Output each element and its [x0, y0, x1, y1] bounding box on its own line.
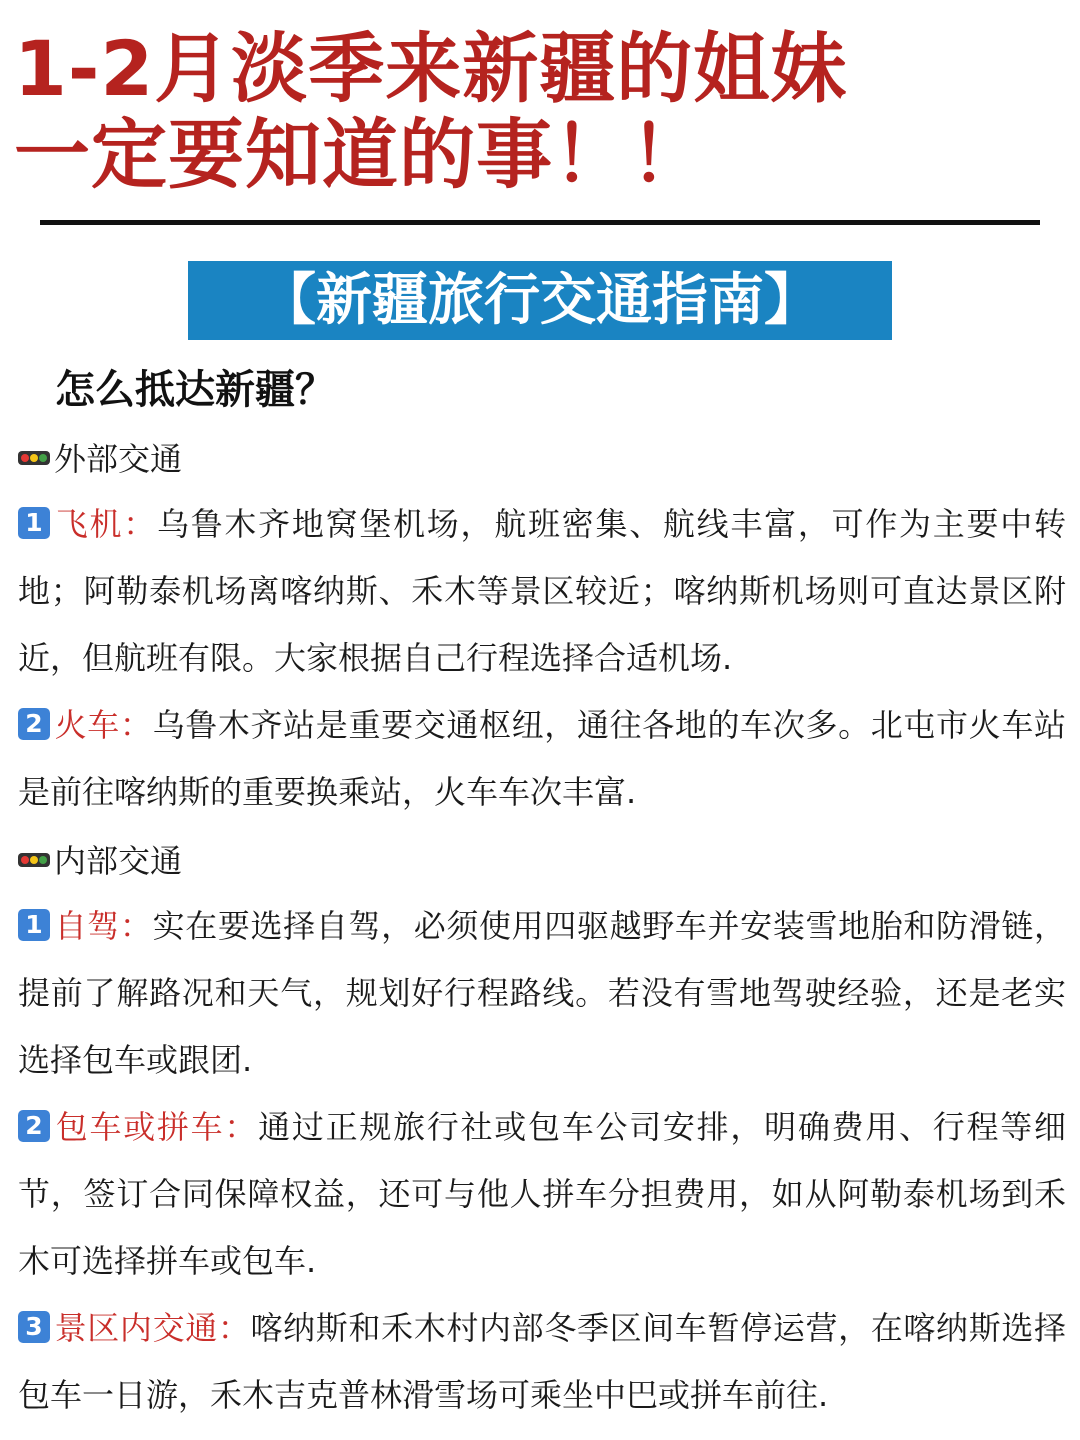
item-label: 自驾：: [54, 907, 153, 945]
number-2-icon: 2: [18, 708, 50, 740]
section-heading-label: 外部交通: [54, 440, 183, 478]
internal-transport-heading: [18, 838, 182, 884]
page-title: [14, 26, 1064, 198]
external-transport-heading: [18, 436, 182, 482]
item-label: 飞机：: [54, 505, 157, 543]
list-item-self-drive: [18, 893, 1066, 1094]
item-label: 火车：: [54, 706, 153, 744]
list-item-scenic-transport: [18, 1295, 1066, 1429]
section-heading-label: 内部交通: [54, 842, 183, 880]
title-line-1: 1-2月淡季来新疆的姐妹: [14, 24, 848, 113]
item-label: 包车或拼车：: [54, 1108, 259, 1146]
item-text: 实在要选择自驾，必须使用四驱越野车并安装雪地胎和防滑链，提前了解路况和天气，规划好行程路线。若没有雪地驾驶经验，还是老实选择包车或跟团.: [18, 907, 1066, 1079]
item-text: 喀纳斯和禾木村内部冬季区间车暂停运营，在喀纳斯选择包车一日游，禾木吉克普林滑雪场可乘坐中巴或拼车前往.: [18, 1309, 1066, 1414]
list-item-plane: [18, 491, 1066, 692]
list-item-charter: [18, 1094, 1066, 1295]
list-item-train: [18, 692, 1066, 826]
number-3-icon: 3: [18, 1311, 50, 1343]
item-text: 乌鲁木齐站是重要交通枢纽，通往各地的车次多。北屯市火车站是前往喀纳斯的重要换乘站，火车车次丰富.: [18, 706, 1066, 811]
item-label: 景区内交通：: [54, 1309, 251, 1347]
guide-banner: 【新疆旅行交通指南】: [188, 261, 892, 340]
number-1-icon: 1: [18, 507, 50, 539]
title-divider: [40, 220, 1040, 225]
number-1-icon: 1: [18, 909, 50, 941]
section-question: 怎么抵达新疆？: [55, 367, 335, 413]
number-2-icon: 2: [18, 1110, 50, 1142]
traffic-light-icon: [18, 853, 50, 867]
traffic-light-icon: [18, 451, 50, 465]
title-line-2: 一定要知道的事！！: [14, 110, 707, 199]
item-text: 通过正规旅行社或包车公司安排，明确费用、行程等细节，签订合同保障权益，还可与他人拼车分担费用，如从阿勒泰机场到禾木可选择拼车或包车.: [18, 1108, 1066, 1280]
item-text: 乌鲁木齐地窝堡机场，航班密集、航线丰富，可作为主要中转地；阿勒泰机场离喀纳斯、禾木等景区较近；喀纳斯机场则可直达景区附近，但航班有限。大家根据自己行程选择合适机场.: [18, 505, 1066, 677]
